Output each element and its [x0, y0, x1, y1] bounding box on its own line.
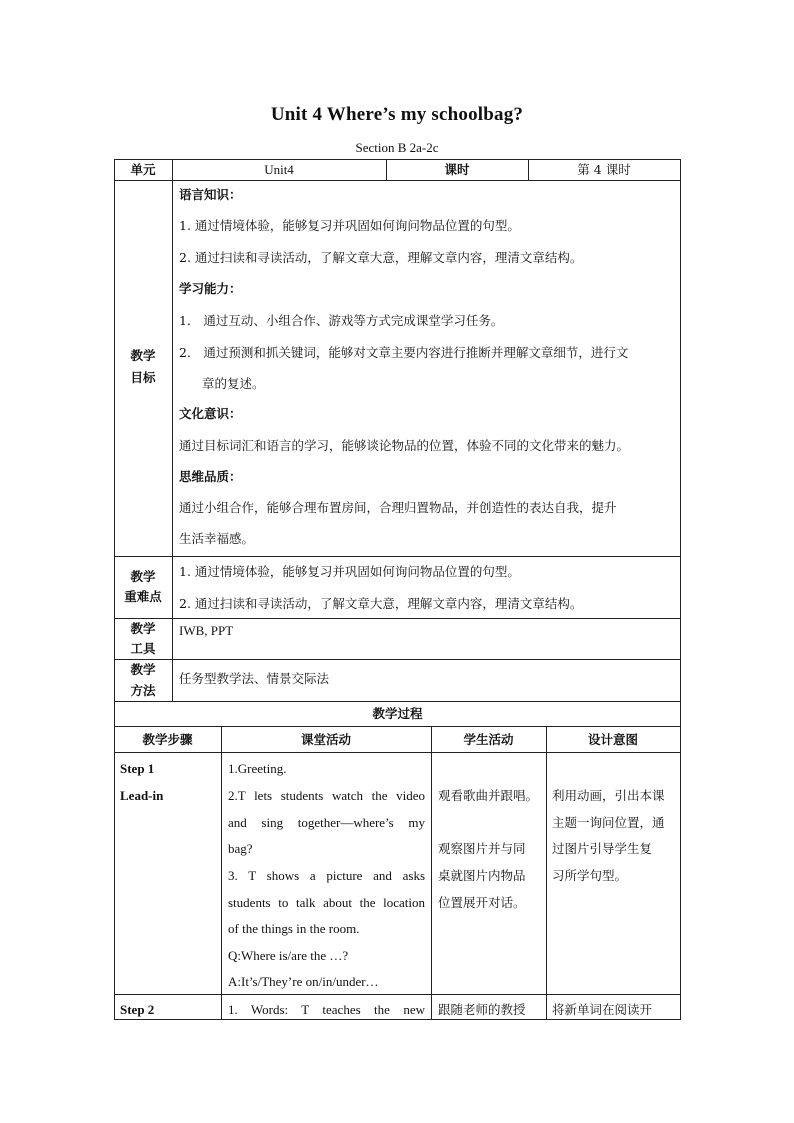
column-header-step: 教学步骤	[142, 732, 193, 747]
step1-title: Step 1	[120, 761, 155, 776]
key-point-item: 2. 通过扫读和寻读活动，了解文章大意，理解文章内容，理清文章结构。	[179, 596, 583, 611]
activity-line: 1.Greeting.	[228, 761, 287, 776]
objectives-label: 教学	[130, 348, 156, 363]
culture-text: 通过目标词汇和语言的学习，能够谈论物品的位置，体验不同的文化带来的魅力。	[179, 438, 630, 453]
design-intent-line: 过图片引导学生复	[552, 841, 653, 856]
tools-value: IWB, PPT	[179, 623, 234, 638]
knowledge-item: 1. 通过情境体验，能够复习并巩固如何询问物品位置的句型。	[179, 218, 520, 233]
ability-item-continued: 章的复述。	[202, 376, 265, 391]
key-point-item: 1. 通过情境体验，能够复习并巩固如何询问物品位置的句型。	[179, 564, 520, 579]
column-header-student: 学生活动	[463, 732, 514, 747]
activity-line: Q:Where is/are the …?	[228, 948, 349, 963]
student-activity-line: 观看歌曲并跟唱。	[438, 788, 539, 803]
ability-heading: 学习能力：	[179, 281, 242, 296]
tools-label: 教学	[130, 621, 156, 636]
design-intent-line: 习所学句型。	[552, 868, 628, 883]
key-points-label: 教学	[130, 569, 156, 584]
lesson-label: 课时	[444, 162, 470, 177]
step1-subtitle: Lead-in	[120, 788, 164, 803]
knowledge-heading: 语言知识：	[179, 187, 242, 202]
ability-item: 2． 通过预测和抓关键词，能够对文章主要内容进行推断并理解文章细节，进行文	[179, 345, 629, 360]
activity-line: students to talk about the location	[228, 895, 425, 910]
step2-title: Step 2	[120, 1002, 155, 1017]
thinking-text-continued: 生活幸福感。	[179, 531, 255, 546]
student-activity-line: 桌就图片内物品	[438, 868, 526, 883]
unit-label: 单元	[130, 162, 156, 177]
column-header-intent: 设计意图	[587, 732, 638, 747]
unit-value: Unit4	[264, 162, 294, 177]
lesson-value: 第 4 课时	[577, 162, 631, 177]
process-heading: 教学过程	[372, 706, 423, 721]
methods-label-2: 方法	[130, 683, 156, 698]
activity-line: 2.T lets students watch the video	[228, 788, 425, 803]
methods-label: 教学	[130, 662, 156, 677]
document-subtitle: Section B 2a-2c	[355, 140, 439, 155]
activity-line: A:It’s/They’re on/in/under…	[228, 974, 379, 989]
thinking-heading: 思维品质：	[179, 469, 242, 484]
document-title: Unit 4 Where’s my schoolbag?	[270, 104, 524, 125]
activity-line: bag?	[228, 841, 253, 856]
methods-value: 任务型教学法、情景交际法	[179, 671, 330, 686]
culture-heading: 文化意识：	[179, 406, 242, 421]
objectives-label-2: 目标	[130, 370, 156, 385]
column-header-activity: 课堂活动	[300, 732, 351, 747]
ability-item: 1． 通过互动、小组合作、游戏等方式完成课堂学习任务。	[179, 313, 504, 328]
design-intent-line: 将新单词在阅读开	[552, 1002, 653, 1017]
activity-line: 3. T shows a picture and asks	[228, 868, 425, 883]
tools-label-2: 工具	[130, 641, 156, 656]
design-intent-line: 主题一询问位置，通	[552, 815, 665, 830]
student-activity-line: 跟随老师的教授	[438, 1002, 526, 1017]
activity-line: and sing together—where’s my	[228, 815, 425, 830]
activity-line: 1. Words: T teaches the new	[228, 1002, 425, 1017]
design-intent-line: 利用动画，引出本课	[552, 788, 665, 803]
student-activity-line: 观察图片并与同	[438, 841, 526, 856]
knowledge-item: 2. 通过扫读和寻读活动，了解文章大意，理解文章内容，理清文章结构。	[179, 250, 583, 265]
thinking-text: 通过小组合作，能够合理布置房间，合理归置物品，并创造性的表达自我，提升	[179, 500, 617, 515]
activity-line: of the things in the room.	[228, 921, 360, 936]
key-points-label-2: 重难点	[124, 589, 162, 604]
student-activity-line: 位置展开对话。	[438, 895, 526, 910]
